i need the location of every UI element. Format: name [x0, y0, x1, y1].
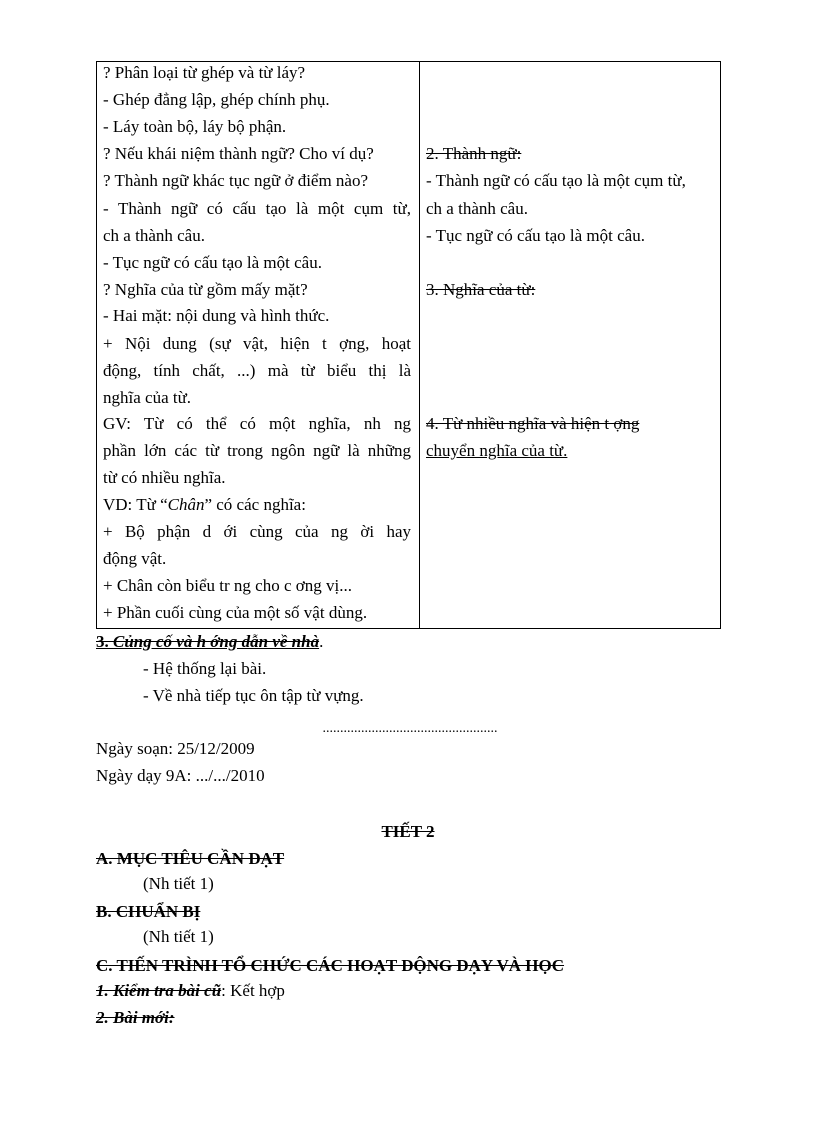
- section3-item: - Hệ thống lại bài.: [143, 659, 267, 678]
- section-c-title: C. TIẾN TRÌNH TỔ CHỨC CÁC HOẠT ĐỘNG DẠY VÀ HỌC: [96, 956, 565, 975]
- section3-heading: [96, 631, 323, 653]
- table-left-line: ? Nếu khái niệm thành ngữ? Cho ví dụ?: [103, 144, 374, 163]
- lesson-title: TIẾT 2: [381, 822, 435, 841]
- section-a-note: (Nh tiết 1): [143, 874, 214, 893]
- section3-title: Củng cố và h ớng dẫn về nhà: [113, 632, 320, 651]
- separator-dots: ..................................................: [322, 721, 498, 736]
- section-c1-title: 1. Kiểm tra bài cũ: [96, 981, 222, 1000]
- table-left-line: GV: Từ có thể có một nghĩa, nh ng: [103, 414, 411, 433]
- table-left-line: + Chân còn biểu tr ng cho c ơng vị...: [103, 576, 352, 595]
- section-b-note: (Nh tiết 1): [143, 927, 214, 946]
- section-b-title: B. CHUẨN BỊ: [96, 902, 201, 921]
- section-a-title: A. MỤC TIÊU CẦN ĐẠT: [96, 849, 285, 868]
- section-c1-rest: : Kết hợp: [221, 981, 285, 1000]
- table-left-line: - Ghép đẳng lập, ghép chính phụ.: [103, 90, 330, 109]
- table-right-line: ch a thành câu.: [426, 199, 528, 218]
- table-left-line: + Bộ phận d ới cùng của ng ời hay: [103, 522, 411, 541]
- vd-prefix: VD: Từ “: [103, 495, 168, 514]
- table-left-line: - Láy toàn bộ, láy bộ phận.: [103, 117, 287, 136]
- table-left-line: - Thành ngữ có cấu tạo là một cụm từ,: [103, 199, 411, 218]
- table-right-line: - Thành ngữ có cấu tạo là một cụm từ,: [426, 171, 686, 190]
- table-left-line: + Phần cuối cùng của một số vật dùng.: [103, 603, 368, 622]
- table-left-line: phần lớn các từ trong ngôn ngữ là những: [103, 441, 411, 460]
- table-right-line: - Tục ngữ có cấu tạo là một câu.: [426, 226, 645, 245]
- table-column-divider: [419, 62, 420, 628]
- section-heading-nghia-cua-tu: 3. Nghĩa của từ:: [426, 280, 536, 299]
- date-day: Ngày dạy 9A: .../.../2010: [96, 766, 265, 785]
- section-heading-thanh-ngu: 2. Thành ngữ:: [426, 144, 522, 163]
- section3-item: - Về nhà tiếp tục ôn tập từ vựng.: [143, 686, 364, 705]
- table-left-line: [103, 494, 306, 516]
- table-left-line: ? Phân loại từ ghép và từ láy?: [103, 63, 306, 82]
- table-left-line: ch a thành câu.: [103, 226, 205, 245]
- vd-word: Chân: [167, 495, 205, 514]
- table-left-line: động vật.: [103, 549, 167, 568]
- section3-number: 3.: [96, 632, 113, 651]
- section-heading-tu-nhieu-nghia: 4. Từ nhiều nghĩa và hiện t ợng: [426, 414, 640, 433]
- table-left-line: - Hai mặt: nội dung và hình thức.: [103, 306, 330, 325]
- section3-period: .: [319, 632, 324, 651]
- vd-suffix: ” có các nghĩa:: [204, 495, 306, 514]
- table-left-line: - Tục ngữ có cấu tạo là một câu.: [103, 253, 322, 272]
- date-soan: Ngày soạn: 25/12/2009: [96, 739, 255, 758]
- table-left-line: ? Thành ngữ khác tục ngữ ở điểm nào?: [103, 171, 369, 190]
- section-c1: [96, 980, 285, 1002]
- section-c2-title: 2. Bài mới:: [96, 1008, 175, 1027]
- table-left-line: từ có nhiều nghĩa.: [103, 468, 226, 487]
- table-left-line: + Nội dung (sự vật, hiện t ợng, hoạt: [103, 334, 411, 353]
- table-left-line: ? Nghĩa của từ gồm mấy mặt?: [103, 280, 308, 299]
- table-left-line: nghĩa của từ.: [103, 388, 192, 407]
- table-left-line: động, tính chất, ...) mà từ biểu thị là: [103, 361, 411, 380]
- table-right-line: chuyển nghĩa của từ.: [426, 441, 568, 460]
